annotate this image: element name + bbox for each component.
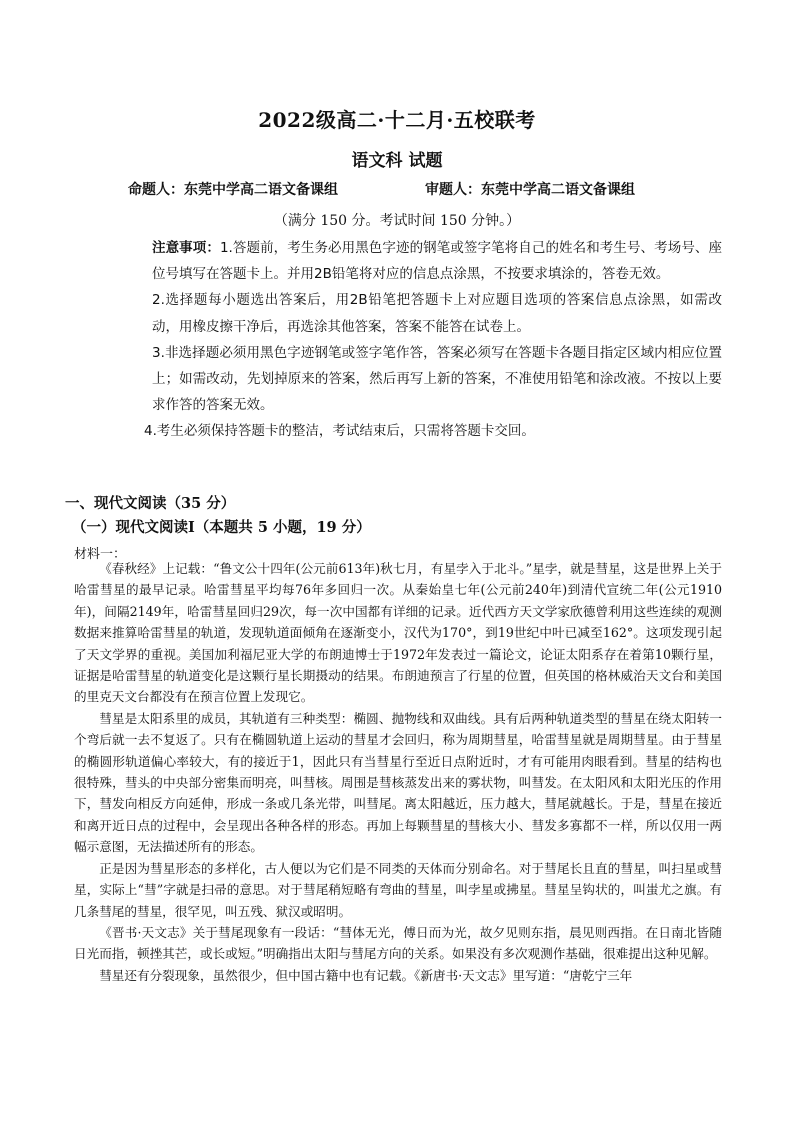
proposer-line: 命题人：东莞中学高二语文备课组 <box>128 182 338 198</box>
passage-paragraph: 《春秋经》上记载：“鲁文公十四年(公元前613年)秋七月，有星孛入于北斗。”星孛，就是彗星，这是世界上关于哈雷彗星的最早记录。哈雷彗星平均每76年多回归一次。从秦始皇七年(公元前240年)到清代宣统二年(公元1910年)，间隔2149年，哈雷彗星回归29次，每一次中国都有详细的记录。近代西方天文学家欣德曾利用这些连续的观测数据来推算哈雷彗星的轨道，发现轨道面倾角在逐渐变小，汉代为170°，到19世纪中叶已减至162°。这项发现引起了天文学界的重视。美国加利福尼亚大学的布朗迪博士于1972年发表过一篇论文，论证太阳系存在着第10颗行星，证据是哈雷彗星的轨道变化是这颗行星长期摄动的结果。布朗迪预言了行星的位置，但英国的格林威治天文台和美国的里克天文台都没有在预言位置上发现它。 <box>74 561 722 705</box>
passage-paragraph: 彗星是太阳系里的成员，其轨道有三种类型：椭圆、抛物线和双曲线。具有后两种轨道类型的彗星在绕太阳转一个弯后就一去不复返了。只有在椭圆轨道上运动的彗星才会回归，称为周期彗星，哈雷彗星就是周期彗星。由于彗星的椭圆形轨道偏心率较大，有的接近于1，因此只有当彗星行至近日点附近时，才有可能用肉眼看到。彗星的结构也很特殊，彗头的中央部分密集而明亮，叫彗核。周围是彗核蒸发出来的雾状物，叫彗发。在太阳风和太阳光压的作用下，彗发向相反方向延伸，形成一条或几条光带，叫彗尾。离太阳越近，压力越大，彗尾就越长。于是，彗星在接近和离开近日点的过程中，会呈现出各种各样的形态。再加上每颗彗星的彗核大小、彗发多寡都不一样，所以仅用一两幅示意图，无法描述所有的形态。 <box>74 710 722 855</box>
exam-title: 2022级高二·十二月·五校联考 <box>258 108 536 132</box>
reviewer-line: 审题人：东莞中学高二语文备课组 <box>425 182 635 198</box>
section-heading: 一、现代文阅读（35 分） <box>65 495 236 512</box>
passage-paragraph: 《晋书·天文志》关于彗尾现象有一段话：“彗体无光，傅日而为光，故夕见则东指，晨见则西指。在日南北皆随日光而指，顿挫其芒，或长或短。”明确指出太阳与彗尾方向的关系。如果没有多次观测作基础，很难提出这种见解。 <box>74 924 722 962</box>
exam-instructions <box>144 235 723 445</box>
instructions-label: 注意事项： <box>152 240 220 256</box>
passage-paragraph: 彗星还有分裂现象，虽然很少，但中国古籍中也有记载。《新唐书·天文志》里写道：“唐乾宁三年 <box>99 967 633 983</box>
subsection-heading: （一）现代文阅读Ⅰ（本题共 5 小题，19 分） <box>72 519 371 536</box>
score-time-note: （满分 150 分。考试时间 150 分钟。） <box>273 213 521 229</box>
instruction-item-3: 3.非选择题必须用黑色字迹钢笔或签字笔作答，答案必须写在答题卡各题目指定区域内相应位置上；如需改动，先划掉原来的答案，然后再写上新的答案，不准使用铅笔和涂改液。不按以上要求作答的答案无效。 <box>152 344 722 414</box>
subject-title: 语文科 试题 <box>351 151 443 171</box>
instruction-item-4: 4.考生必须保持答题卡的整洁，考试结束后，只需将答题卡交回。 <box>144 423 535 440</box>
instruction-item-2: 2.选择题每小题选出答案后，用2B铅笔把答题卡上对应题目选项的答案信息点涂黑，如需改动，用橡皮擦干净后，再选涂其他答案，答案不能答在试卷上。 <box>152 292 722 335</box>
material-label: 材料一： <box>74 547 127 562</box>
passage-paragraph: 正是因为彗星形态的多样化，古人便以为它们是不同类的天体而分别命名。对于彗尾长且直的彗星，叫扫星或彗星，实际上“彗”字就是扫帚的意思。对于彗尾稍短略有弯曲的彗星，叫孛星或拂星。彗星呈钩状的，叫蚩尤之旗。有几条彗尾的彗星，很罕见，叫五残、狱汉或昭明。 <box>74 860 722 919</box>
instruction-item-1 <box>152 235 722 287</box>
instruction-text-1: 1.答题前，考生务必用黑色字迹的钢笔或签字笔将自己的姓名和考生号、考场号、座位号填写在答题卡上。并用2B铅笔将对应的信息点涂黑，不按要求填涂的，答卷无效。 <box>152 240 723 283</box>
reading-passage <box>74 558 722 986</box>
